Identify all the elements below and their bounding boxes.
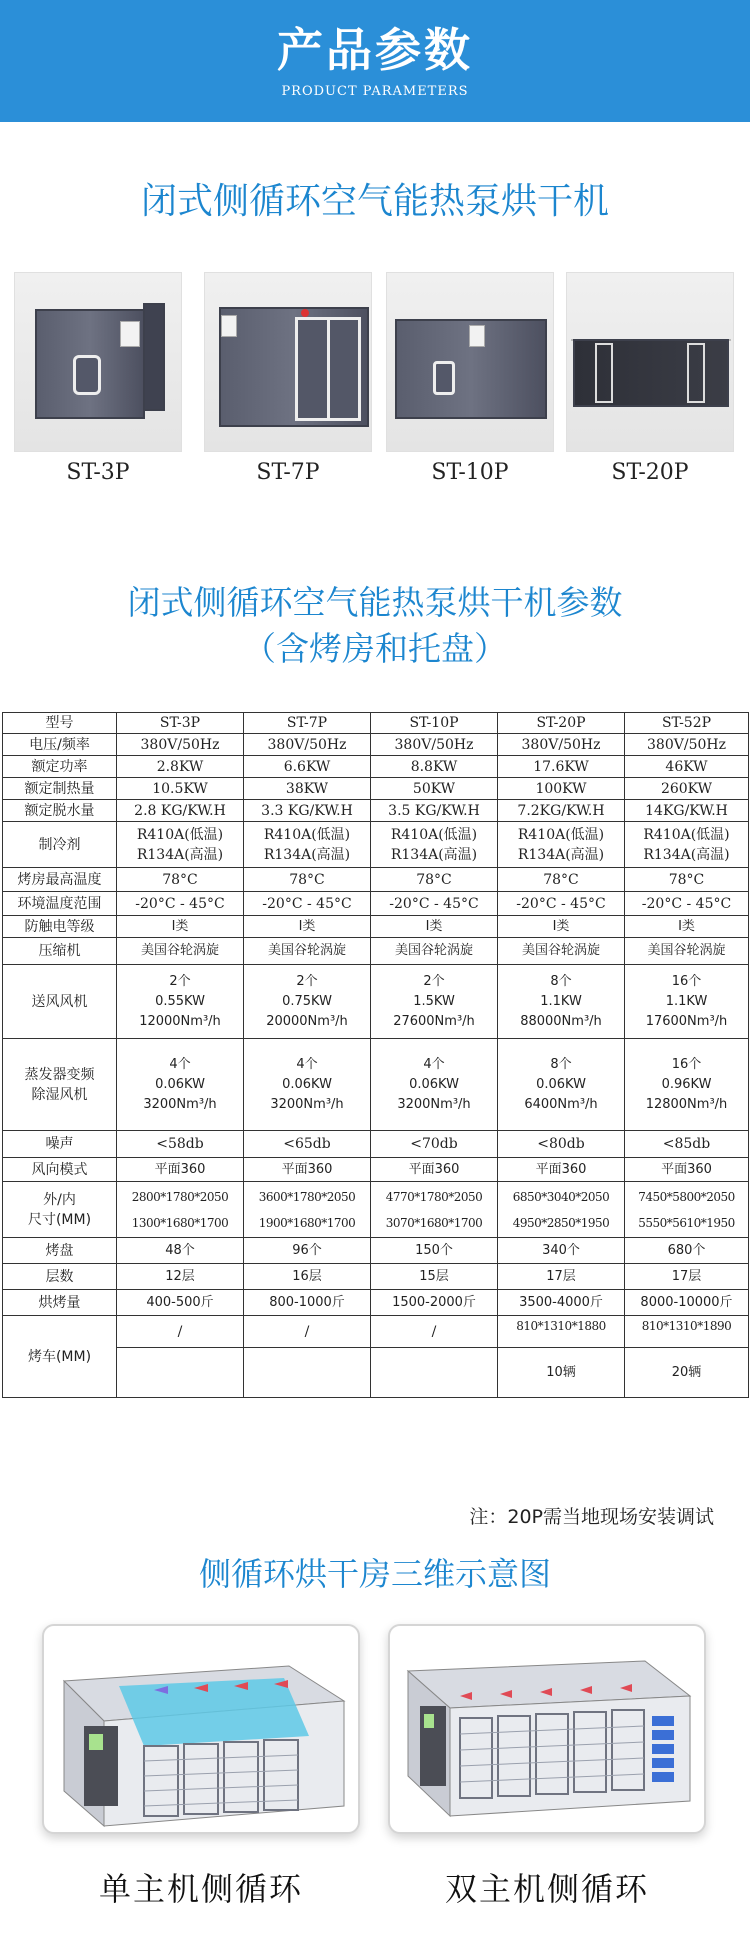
table-cell: 美国谷轮涡旋 [371, 938, 498, 965]
cell-line: 88000Nm³/h [520, 1013, 602, 1029]
table-cell: 78°C [371, 868, 498, 892]
table-cell: 平面360 [371, 1158, 498, 1182]
table-cell [498, 1182, 625, 1238]
diagram-single-host [42, 1624, 360, 1834]
cell-line: 8个 [550, 973, 572, 989]
cell-line: 1300*1680*1700 [131, 1215, 229, 1230]
cell-line: 0.96KW [661, 1076, 712, 1092]
row-label-line: 蒸发器变频 [24, 1066, 95, 1083]
product-image [566, 272, 734, 452]
table-cell: 78°C [244, 868, 371, 892]
table-cell: I类 [244, 916, 371, 938]
cell-line: 4950*2850*1950 [512, 1215, 610, 1230]
row-label: 烤车(MM) [3, 1316, 117, 1398]
table-cell [625, 965, 749, 1039]
cell-line: 1.5KW [413, 993, 455, 1009]
table-cell: I类 [117, 916, 244, 938]
cell-line: 1.1KW [665, 993, 708, 1009]
table-cell: 810*1310*1890 [625, 1316, 749, 1348]
cell-line: R134A(高温) [136, 846, 224, 863]
row-label-line: 尺寸(MM) [27, 1211, 92, 1228]
table-cell: ST-3P [117, 713, 244, 734]
table-cell: I类 [371, 916, 498, 938]
table-cell: 96个 [244, 1238, 371, 1264]
table-cell: <65db [244, 1131, 371, 1158]
banner-title: 产品参数 [277, 23, 473, 77]
table-cell: 380V/50Hz [498, 734, 625, 756]
cell-line: 0.06KW [536, 1076, 586, 1092]
row-label: 风向模式 [3, 1158, 117, 1182]
table-cell [625, 1182, 749, 1238]
table-cell: ST-10P [371, 713, 498, 734]
cell-line: 2800*1780*2050 [131, 1189, 229, 1204]
row-label: 层数 [3, 1264, 117, 1290]
table-row-airflow-mode [3, 1158, 749, 1182]
table-cell: 20辆 [625, 1348, 749, 1398]
table-cell: I类 [625, 916, 749, 938]
cell-line: 12800Nm³/h [645, 1096, 728, 1112]
table-cell: 2.8 KG/KW.H [117, 800, 244, 822]
table-row-layers [3, 1264, 749, 1290]
table-row-voltage [3, 734, 749, 756]
cell-line: 4个 [423, 1056, 445, 1072]
table-cell [371, 822, 498, 868]
table-cell: I类 [498, 916, 625, 938]
cell-line: 3200Nm³/h [270, 1096, 344, 1112]
cell-line: 2个 [169, 973, 191, 989]
table-cell: 10辆 [498, 1348, 625, 1398]
table-cell: 美国谷轮涡旋 [244, 938, 371, 965]
cell-line: 0.55KW [155, 993, 205, 1009]
table-cell: ST-52P [625, 713, 749, 734]
table-cell: -20°C - 45°C [244, 892, 371, 916]
product-card-st-20p [566, 272, 734, 485]
table-cell: 17.6KW [498, 756, 625, 778]
table-cell: 8000-10000斤 [625, 1290, 749, 1316]
section-title-diagram: 侧循环烘干房三维示意图 [198, 1555, 551, 1593]
table-cell: 78°C [625, 868, 749, 892]
section-title-products: 闭式侧循环空气能热泵烘干机 [140, 181, 609, 222]
cell-line: R410A(低温) [517, 826, 605, 843]
row-label: 噪声 [3, 1131, 117, 1158]
table-cell: 平面360 [117, 1158, 244, 1182]
table-cell [625, 822, 749, 868]
table-cell: 3500-4000斤 [498, 1290, 625, 1316]
table-cell [244, 1039, 371, 1131]
row-label: 压缩机 [3, 938, 117, 965]
cell-line: 5550*5610*1950 [638, 1215, 735, 1230]
table-cell [371, 965, 498, 1039]
table-cell: ST-7P [244, 713, 371, 734]
cell-line: R134A(高温) [390, 846, 478, 863]
row-label: 额定制热量 [3, 778, 117, 800]
cell-line: 1900*1680*1700 [258, 1215, 356, 1230]
row-label-line: 除湿风机 [31, 1086, 88, 1103]
cell-line: R134A(高温) [263, 846, 351, 863]
row-label: 防触电等级 [3, 916, 117, 938]
diagram-image [390, 1626, 706, 1834]
product-image [386, 272, 554, 452]
table-cell: 380V/50Hz [117, 734, 244, 756]
table-cell: 6.6KW [244, 756, 371, 778]
row-label: 环境温度范围 [3, 892, 117, 916]
table-cell [117, 965, 244, 1039]
cell-line: 17600Nm³/h [645, 1013, 728, 1029]
table-cell: 810*1310*1880 [498, 1316, 625, 1348]
table-cell: 12层 [117, 1264, 244, 1290]
cell-line: 27600Nm³/h [393, 1013, 475, 1029]
table-cell: 14KG/KW.H [625, 800, 749, 822]
table-row-compressor [3, 938, 749, 965]
table-cell [244, 1182, 371, 1238]
installation-note: 注：20P需当地现场安装调试 [469, 1506, 714, 1528]
cell-line: R410A(低温) [643, 826, 730, 843]
table-cell: <85db [625, 1131, 749, 1158]
table-cell: 平面360 [244, 1158, 371, 1182]
table-cell: / [371, 1316, 498, 1348]
table-cell [371, 1348, 498, 1398]
header-banner [0, 0, 750, 122]
parameters-table [2, 712, 749, 1398]
table-cell [625, 1039, 749, 1131]
cell-line: 1.1KW [540, 993, 582, 1009]
cell-line: 3070*1680*1700 [385, 1215, 483, 1230]
table-cell: 7.2KG/KW.H [498, 800, 625, 822]
table-cell: <70db [371, 1131, 498, 1158]
table-row-heat [3, 778, 749, 800]
table-cell [117, 1348, 244, 1398]
table-cell: 78°C [117, 868, 244, 892]
table-cell: -20°C - 45°C [625, 892, 749, 916]
row-label [3, 1039, 117, 1131]
table-cell: 100KW [498, 778, 625, 800]
table-row-dimensions [3, 1182, 749, 1238]
table-cell: 8.8KW [371, 756, 498, 778]
row-label: 烤盘 [3, 1238, 117, 1264]
cell-line: 4770*1780*2050 [385, 1189, 483, 1204]
cell-line: 4个 [169, 1056, 191, 1072]
table-cell: 380V/50Hz [244, 734, 371, 756]
table-row-dehumidify [3, 800, 749, 822]
table-row-trays [3, 1238, 749, 1264]
cell-line: 7450*5800*2050 [638, 1189, 735, 1204]
table-row-model [3, 713, 749, 734]
cell-line: R134A(高温) [517, 846, 605, 863]
cell-line: 0.06KW [282, 1076, 332, 1092]
diagram-label-double: 双主机侧循环 [444, 1870, 649, 1908]
table-cell: 260KW [625, 778, 749, 800]
cell-line: R410A(低温) [136, 826, 224, 843]
table-cell [117, 822, 244, 868]
cell-line: 0.06KW [409, 1076, 459, 1092]
diagram-label-single: 单主机侧循环 [98, 1870, 303, 1908]
table-cell: 美国谷轮涡旋 [625, 938, 749, 965]
table-cell: -20°C - 45°C [371, 892, 498, 916]
table-cell: 美国谷轮涡旋 [498, 938, 625, 965]
table-cell [371, 1182, 498, 1238]
product-model-label: ST-7P [256, 460, 320, 485]
cell-line: 12000Nm³/h [139, 1013, 221, 1029]
row-label: 送风风机 [3, 965, 117, 1039]
product-model-label: ST-20P [611, 460, 689, 485]
table-cell [117, 1039, 244, 1131]
diagram-double-host [388, 1624, 706, 1834]
row-label: 额定脱水量 [3, 800, 117, 822]
cell-line: 3600*1780*2050 [258, 1189, 356, 1204]
cell-line: R410A(低温) [263, 826, 351, 843]
table-cell [371, 1039, 498, 1131]
table-cell: 16层 [244, 1264, 371, 1290]
table-cell: 15层 [371, 1264, 498, 1290]
row-label: 额定功率 [3, 756, 117, 778]
cell-line: 16个 [671, 1056, 702, 1072]
table-cell: 38KW [244, 778, 371, 800]
product-card-st-7p [204, 272, 372, 485]
cell-line: 3200Nm³/h [397, 1096, 471, 1112]
table-cell: / [117, 1316, 244, 1348]
table-cell [244, 822, 371, 868]
table-cell [498, 822, 625, 868]
table-row-capacity [3, 1290, 749, 1316]
table-cell: 380V/50Hz [625, 734, 749, 756]
table-row-power [3, 756, 749, 778]
cell-line: 0.06KW [155, 1076, 205, 1092]
table-cell: 3.5 KG/KW.H [371, 800, 498, 822]
table-cell: 680个 [625, 1238, 749, 1264]
cell-line: 2个 [296, 973, 318, 989]
cell-line: 20000Nm³/h [266, 1013, 348, 1029]
table-cell: / [244, 1316, 371, 1348]
cell-line: 4个 [296, 1056, 318, 1072]
table-cell: 10.5KW [117, 778, 244, 800]
table-cell: 3.3 KG/KW.H [244, 800, 371, 822]
section-subtitle-params: （含烤房和托盘） [243, 629, 507, 668]
table-cell: 2.8KW [117, 756, 244, 778]
table-cell: 50KW [371, 778, 498, 800]
row-label-line: 外/内 [43, 1191, 76, 1208]
table-cell [498, 1039, 625, 1131]
table-row-env-temp [3, 892, 749, 916]
diagram-image [44, 1626, 360, 1834]
table-cell: 1500-2000斤 [371, 1290, 498, 1316]
table-cell: 平面360 [625, 1158, 749, 1182]
table-cell: 平面360 [498, 1158, 625, 1182]
product-image [14, 272, 182, 452]
table-cell [498, 965, 625, 1039]
table-cell: <58db [117, 1131, 244, 1158]
table-cell: <80db [498, 1131, 625, 1158]
table-cell: ST-20P [498, 713, 625, 734]
product-card-st-3p [14, 272, 182, 485]
cell-line: R410A(低温) [390, 826, 478, 843]
cell-line: 8个 [550, 1056, 572, 1072]
cell-line: R134A(高温) [643, 846, 730, 863]
table-cell [117, 1182, 244, 1238]
table-cell: 48个 [117, 1238, 244, 1264]
row-label: 制冷剂 [3, 822, 117, 868]
cell-line: 6400Nm³/h [524, 1096, 598, 1112]
product-card-st-10p [386, 272, 554, 485]
cell-line: 0.75KW [282, 993, 332, 1009]
table-cell [244, 1348, 371, 1398]
table-cell: 46KW [625, 756, 749, 778]
table-cell [244, 965, 371, 1039]
row-label: 电压/频率 [3, 734, 117, 756]
row-label: 烘烤量 [3, 1290, 117, 1316]
table-row-shock-class [3, 916, 749, 938]
table-cell: 400-500斤 [117, 1290, 244, 1316]
row-label [3, 1182, 117, 1238]
cell-line: 16个 [671, 973, 702, 989]
table-row-max-temp [3, 868, 749, 892]
cell-line: 2个 [423, 973, 445, 989]
table-row-evaporator-fan [3, 1039, 749, 1131]
table-cell: 800-1000斤 [244, 1290, 371, 1316]
table-cell: 美国谷轮涡旋 [117, 938, 244, 965]
table-cell: 150个 [371, 1238, 498, 1264]
row-label: 型号 [3, 713, 117, 734]
product-image [204, 272, 372, 452]
table-cell: -20°C - 45°C [498, 892, 625, 916]
cell-line: 3200Nm³/h [143, 1096, 217, 1112]
product-model-label: ST-3P [66, 460, 130, 485]
section-title-params: 闭式侧循环空气能热泵烘干机参数 [127, 583, 623, 622]
table-row-supply-fan [3, 965, 749, 1039]
cell-line: 6850*3040*2050 [512, 1189, 610, 1204]
table-cell: 380V/50Hz [371, 734, 498, 756]
row-label: 烤房最高温度 [3, 868, 117, 892]
table-cell: 17层 [498, 1264, 625, 1290]
table-cell: 78°C [498, 868, 625, 892]
table-row-refrigerant [3, 822, 749, 868]
table-cell: -20°C - 45°C [117, 892, 244, 916]
table-cell: 340个 [498, 1238, 625, 1264]
table-row-cart [3, 1316, 749, 1348]
table-row-noise [3, 1131, 749, 1158]
table-cell: 17层 [625, 1264, 749, 1290]
banner-subtitle: PRODUCT PARAMETERS [281, 84, 469, 99]
product-model-label: ST-10P [431, 460, 509, 485]
